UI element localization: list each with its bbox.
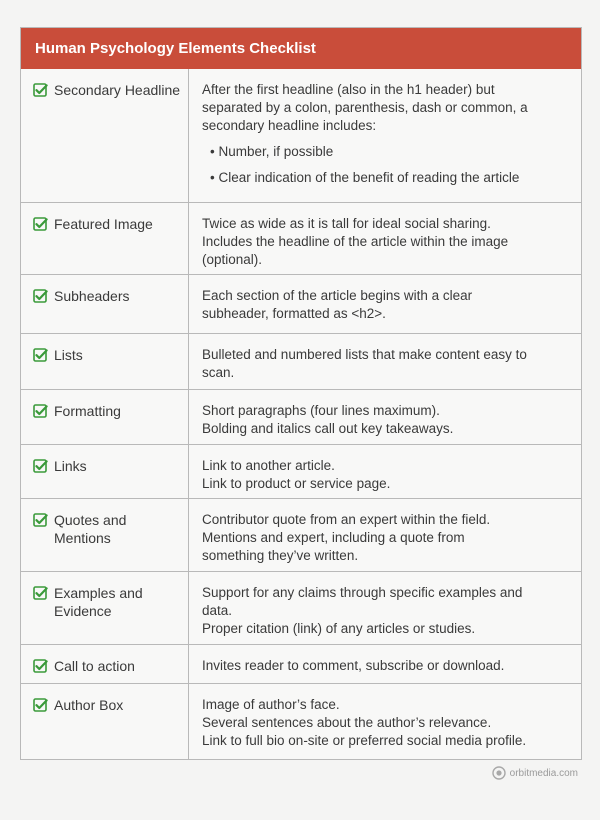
row-label-line: Secondary Headline — [54, 82, 181, 98]
description-line: Bolding and italics call out key takeaways. — [202, 421, 454, 436]
checkbox-checked-icon — [33, 404, 48, 419]
row-description-cell — [189, 684, 581, 759]
footer-branding — [492, 766, 578, 780]
row-description-cell — [189, 499, 581, 571]
row-label-line: Links — [54, 458, 87, 474]
table-row — [21, 333, 581, 389]
description-line: Contributor quote from an expert within the field. — [202, 512, 491, 527]
row-label — [54, 81, 180, 99]
description-line: After the first headline (also in the h1 header) but — [202, 82, 495, 97]
row-description-cell — [189, 445, 581, 498]
description-line: Image of author’s face. — [202, 697, 340, 712]
description-line: Several sentences about the author’s relevance. — [202, 715, 492, 730]
row-description-cell — [189, 203, 581, 274]
table-title: Human Psychology Elements Checklist — [21, 28, 581, 69]
row-label — [54, 346, 83, 364]
row-description-cell — [189, 275, 581, 333]
checkbox-checked-icon — [33, 659, 48, 674]
description-line: Link to another article. — [202, 458, 335, 473]
description-line: Link to product or service page. — [202, 476, 391, 491]
table-row — [21, 202, 581, 274]
row-label-cell — [21, 645, 189, 683]
checkbox-checked-icon — [33, 217, 48, 232]
row-label — [54, 457, 87, 475]
row-label — [54, 657, 135, 675]
row-label-cell — [21, 684, 189, 759]
table-row — [21, 274, 581, 333]
table-row — [21, 69, 581, 202]
row-label-line: Formatting — [54, 403, 121, 419]
row-label-line: Subheaders — [54, 288, 130, 304]
footer-brand-text: orbitmedia.com — [509, 767, 578, 779]
row-label-line: Evidence — [54, 603, 112, 619]
row-description-cell — [189, 334, 581, 389]
bullet-dot-icon: • — [210, 144, 219, 159]
row-label-line: Quotes and — [54, 512, 127, 528]
row-label-cell — [21, 445, 189, 498]
orbit-logo-icon — [492, 766, 506, 780]
table-row — [21, 644, 581, 683]
description-line: Link to full bio on-site or preferred social media profile. — [202, 733, 527, 748]
description-line: Invites reader to comment, subscribe or download. — [202, 658, 505, 673]
row-label — [54, 511, 126, 547]
row-label-cell — [21, 275, 189, 333]
checkbox-checked-icon — [33, 698, 48, 713]
row-label — [54, 215, 153, 233]
row-label-cell — [21, 69, 189, 202]
row-description-cell — [189, 69, 581, 202]
row-label-cell — [21, 572, 189, 644]
row-label-line: Author Box — [54, 697, 124, 713]
row-label-line: Examples and — [54, 585, 143, 601]
bullet-text: Number, if possible — [218, 144, 334, 159]
description-line: Mentions and expert, including a quote from — [202, 530, 465, 545]
description-line: Includes the headline of the article within the image — [202, 234, 509, 249]
description-line: data. — [202, 603, 233, 618]
description-line: Support for any claims through specific examples and — [202, 585, 523, 600]
row-label-line: Featured Image — [54, 216, 153, 232]
bullet-item — [202, 169, 571, 187]
checkbox-checked-icon — [33, 289, 48, 304]
bullet-item — [202, 143, 571, 161]
description-line: Proper citation (link) of any articles or studies. — [202, 621, 476, 636]
description-line: secondary headline includes: — [202, 118, 377, 133]
table-row — [21, 498, 581, 571]
row-label — [54, 696, 123, 714]
row-description-cell — [189, 645, 581, 683]
description-line: Twice as wide as it is tall for ideal social sharing. — [202, 216, 491, 231]
row-label — [54, 402, 121, 420]
checklist-table — [20, 27, 582, 760]
row-label-line: Lists — [54, 347, 83, 363]
row-label-line: Call to action — [54, 658, 135, 674]
table-body — [21, 69, 581, 759]
description-line: scan. — [202, 365, 235, 380]
row-label-line: Mentions — [54, 530, 111, 546]
checkbox-checked-icon — [33, 513, 48, 528]
row-label-cell — [21, 203, 189, 274]
table-row — [21, 389, 581, 444]
description-line: something they’ve written. — [202, 548, 359, 563]
description-line: Bulleted and numbered lists that make content easy to — [202, 347, 527, 362]
row-label-cell — [21, 390, 189, 444]
checkbox-checked-icon — [33, 348, 48, 363]
description-line: subheader, formatted as <h2>. — [202, 306, 386, 321]
row-description-cell — [189, 390, 581, 444]
bullet-text: Clear indication of the benefit of reading the article — [218, 170, 520, 185]
checkbox-checked-icon — [33, 586, 48, 601]
row-label-cell — [21, 499, 189, 571]
row-label-cell — [21, 334, 189, 389]
table-row — [21, 444, 581, 498]
description-line: Each section of the article begins with a clear — [202, 288, 473, 303]
row-label — [54, 584, 143, 620]
description-line: (optional). — [202, 252, 263, 267]
description-line: separated by a colon, parenthesis, dash or common, a — [202, 100, 528, 115]
bullet-dot-icon: • — [210, 170, 219, 185]
table-row — [21, 683, 581, 759]
row-description-cell — [189, 572, 581, 644]
row-label — [54, 287, 130, 305]
checkbox-checked-icon — [33, 83, 48, 98]
checkbox-checked-icon — [33, 459, 48, 474]
description-line: Short paragraphs (four lines maximum). — [202, 403, 440, 418]
table-row — [21, 571, 581, 644]
